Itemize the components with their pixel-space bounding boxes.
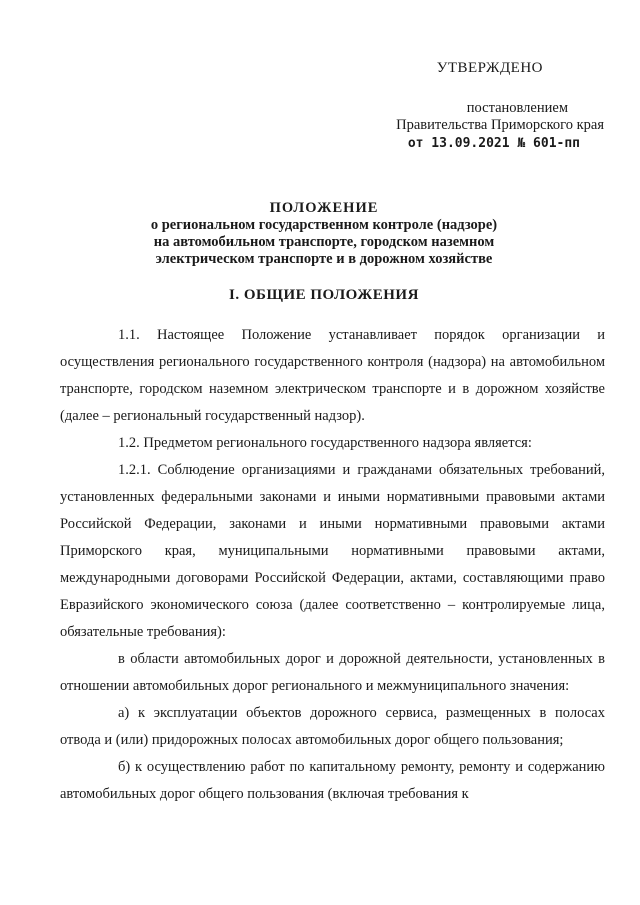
document-title-main: ПОЛОЖЕНИЕ	[269, 200, 379, 216]
approval-stamp-title: УТВЕРЖДЕНО	[436, 60, 543, 76]
document-title	[60, 200, 588, 268]
document-body	[60, 322, 605, 808]
document-title-line: о региональном государственном контроле (надзоре)	[150, 217, 498, 233]
body-paragraph: 1.1. Настоящее Положение устанавливает порядок организации и осуществления регионального государственного контроля (надзора) на автомобильном транспорте, городском наземном электрическом транспорте и в дорожном хозяйстве (далее – региональный государственный надзор).	[60, 327, 605, 424]
body-paragraph: 1.2. Предметом регионального государственного надзора является:	[118, 435, 532, 451]
body-paragraph: в области автомобильных дорог и дорожной деятельности, установленных в отношении автомобильных дорог регионального и межмуниципального значения:	[60, 651, 605, 694]
approval-stamp-government: Правительства Приморского края	[396, 117, 604, 133]
document-title-line: на автомобильном транспорте, городском наземном	[153, 234, 495, 250]
document-title-line: электрическом транспорте и в дорожном хозяйстве	[155, 251, 493, 267]
approval-stamp-date-number: от 13.09.2021 № 601-пп	[407, 136, 580, 151]
body-paragraph: б) к осуществлению работ по капитальному ремонту, ремонту и содержанию автомобильных дорог общего пользования (включая требования к	[60, 759, 605, 802]
body-paragraph: а) к эксплуатации объектов дорожного сервиса, размещенных в полосах отвода и (или) придорожных полосах автомобильных дорог общего пользования;	[60, 705, 605, 748]
approval-stamp-by: постановлением	[466, 100, 568, 116]
body-paragraph: 1.2.1. Соблюдение организациями и гражданами обязательных требований, установленных федеральными законами и иными нормативными правовыми актами Российской Федерации, законами и иными нормативными правовыми актами Приморского края, муниципальными нормативными правовыми актами, международными договорами Российской Федерации, актами, составляющими право Евразийского экономического союза (далее соответственно – контролируемые лица, обязательные требования):	[60, 462, 605, 640]
section-heading: I. ОБЩИЕ ПОЛОЖЕНИЯ	[229, 287, 419, 303]
